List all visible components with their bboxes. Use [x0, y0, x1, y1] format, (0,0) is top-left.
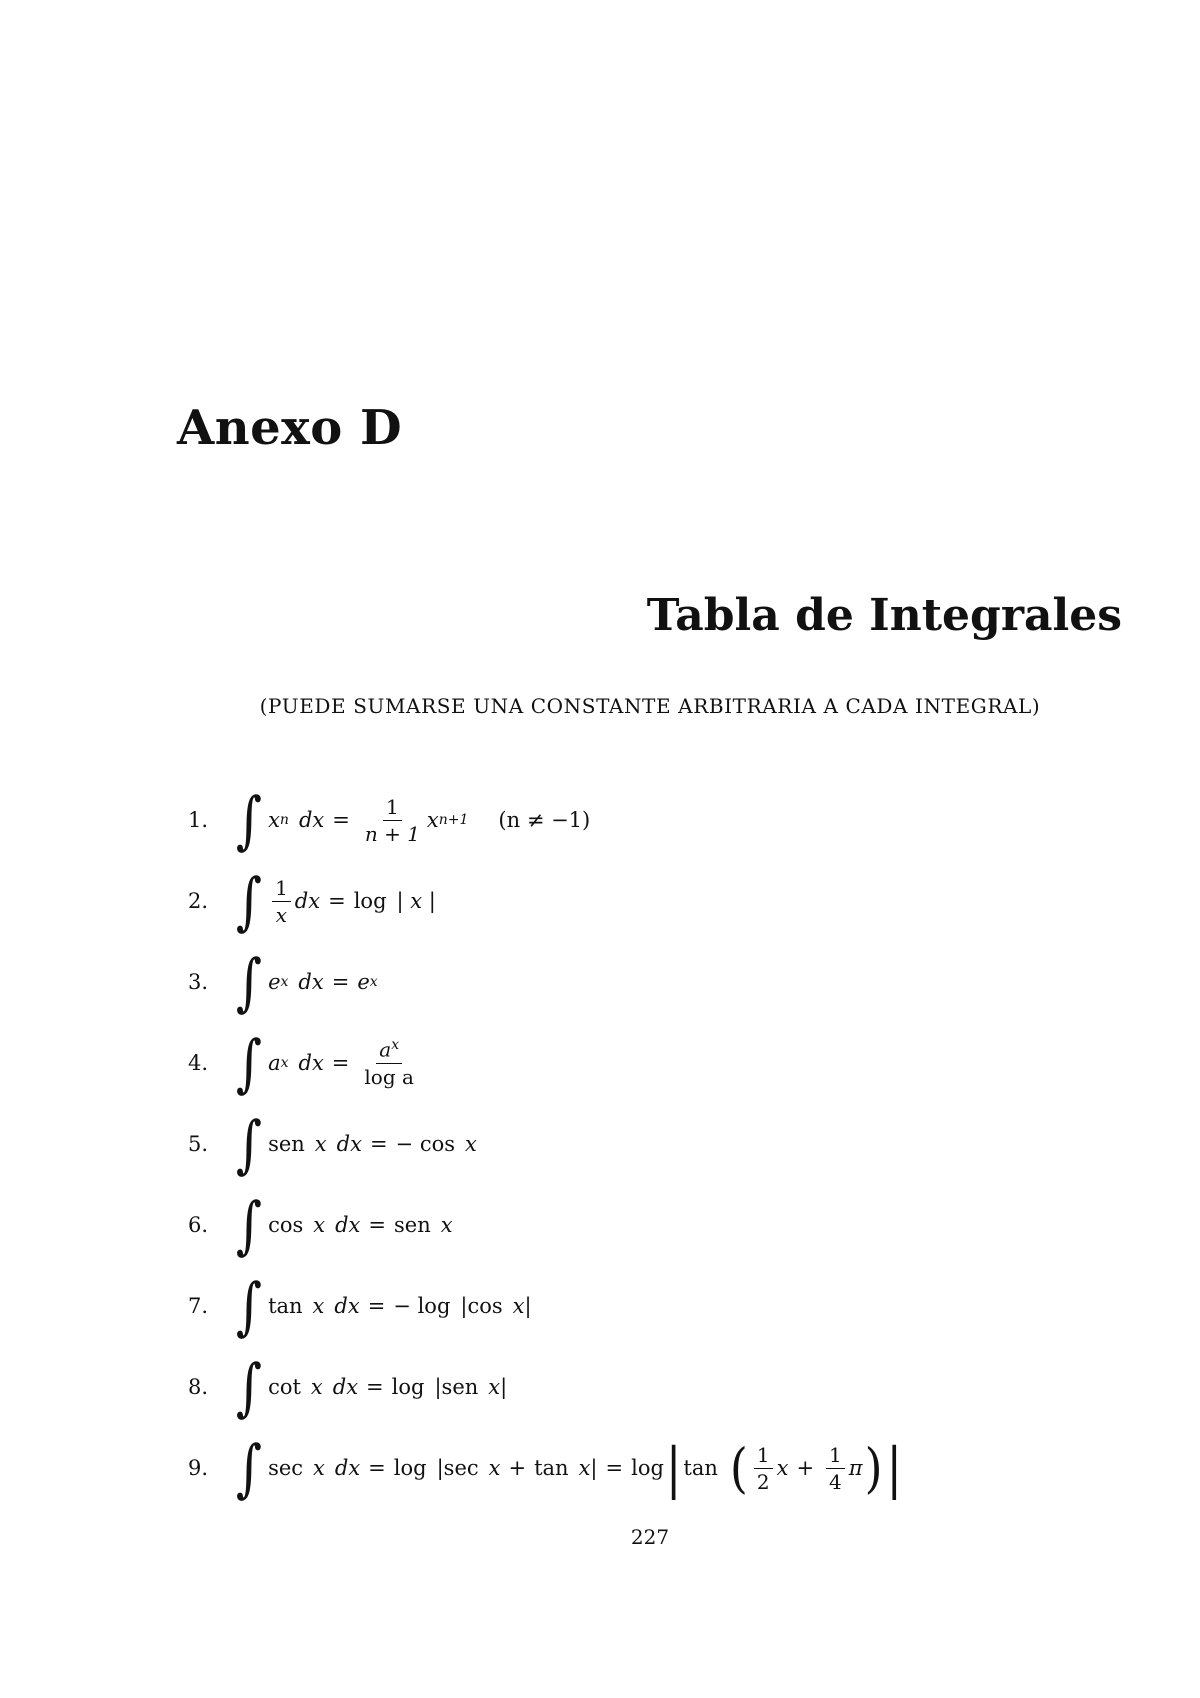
- chapter-label: Anexo D: [177, 400, 403, 456]
- formula-number: 7.: [188, 1294, 209, 1318]
- formula-expression: ∫ cot x dx = log | sen x |: [236, 1350, 508, 1424]
- formula-expression: ∫ tan x dx = − log | cos x |: [236, 1269, 532, 1343]
- fraction: $\frac{1}{n + 1}$: [364, 794, 420, 846]
- page-number: 227: [630, 1525, 670, 1549]
- formula-4: [188, 1023, 1148, 1103]
- formula-3: [188, 942, 1148, 1022]
- formula-2: [188, 861, 1148, 941]
- integral-sign: ∫: [236, 945, 263, 1019]
- formula-expression: ∫ e x dx = e x: [236, 945, 378, 1019]
- integral-sign: ∫: [236, 1269, 263, 1343]
- chapter-subtitle: (PUEDE SUMARSE UNA CONSTANTE ARBITRARIA A CADA INTEGRAL): [259, 694, 1041, 718]
- formula-number: 1.: [188, 808, 209, 832]
- fraction: $\frac{1}{x}$: [272, 876, 291, 927]
- integral-sign: ∫: [236, 1350, 263, 1424]
- formula-9: [188, 1428, 1148, 1508]
- formula-number: 6.: [188, 1213, 209, 1237]
- formula-expression: ∫ $\frac{1}{x}$ dx = log | x |: [236, 864, 436, 938]
- integral-sign: ∫: [236, 1026, 263, 1100]
- formula-8: [188, 1347, 1148, 1427]
- formula-expression: ∫ sec x dx = log | sec x + tan x | = log | tan ( $\frac{1}{2}$ x + $\frac{1}{4}$ π ) |: [236, 1431, 903, 1505]
- condition: (n ≠ −1): [498, 808, 591, 832]
- formula-expression: ∫ x n dx = $\frac{1}{n + 1}$ x n+1 (n ≠ −1): [236, 783, 591, 857]
- formula-number: 5.: [188, 1132, 209, 1156]
- formula-number: 3.: [188, 970, 209, 994]
- chapter-title: Tabla de Integrales: [646, 590, 1122, 641]
- formula-number: 4.: [188, 1051, 209, 1075]
- formula-number: 8.: [188, 1375, 209, 1399]
- formula-expression: ∫ sen x dx = − cos x: [236, 1107, 477, 1181]
- fraction: $\frac{1}{2}$: [754, 1443, 773, 1494]
- formula-6: [188, 1185, 1148, 1265]
- fraction: $\frac{1}{4}$: [826, 1443, 845, 1494]
- formula-number: 2.: [188, 889, 209, 913]
- formula-7: [188, 1266, 1148, 1346]
- integral-sign: ∫: [236, 1107, 263, 1181]
- formula-5: [188, 1104, 1148, 1184]
- integral-sign: ∫: [236, 1431, 263, 1505]
- formula-number: 9.: [188, 1456, 209, 1480]
- formula-1: [188, 780, 1148, 860]
- fraction: $\frac{a^x}{\text{log a}}$: [364, 1037, 414, 1089]
- integral-sign: ∫: [236, 864, 263, 938]
- integral-sign: ∫: [236, 783, 263, 857]
- formula-expression: ∫ a x dx = $\frac{a^x}{\text{log a}}$: [236, 1037, 421, 1089]
- formula-expression: ∫ cos x dx = sen x: [236, 1188, 453, 1262]
- integral-sign: ∫: [236, 1188, 263, 1262]
